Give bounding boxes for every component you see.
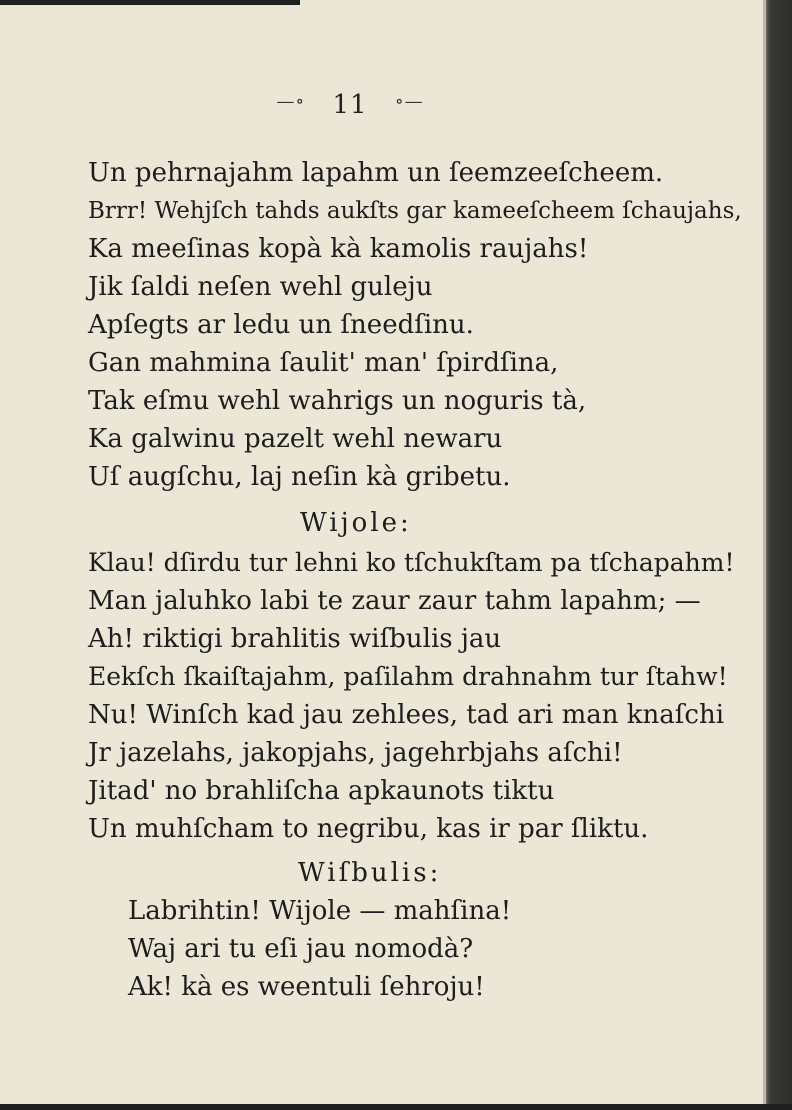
page-number-ornament-right: ∘— <box>394 91 424 112</box>
verse-line: Waj ari tu eſi jau nomodà? <box>128 934 474 964</box>
verse-line: Eekſch ſkaiſtajahm, paſilahm drahnahm tur ſtahw! <box>88 662 728 691</box>
verse-line: Tak eſmu wehl wahrigs un noguris tà, <box>88 386 587 416</box>
verse-line: Uſ augſchu, laj neſin kà gribetu. <box>88 462 511 492</box>
verse-line: Man jaluhko labi te zaur zaur tahm lapahm; — <box>88 586 701 616</box>
verse-line: Ak! kà es weentuli ſehroju! <box>128 972 485 1002</box>
verse-line: Un pehrnajahm lapahm un ſeemzeeſcheem. <box>88 158 664 188</box>
page-number-ornament-left: —∘ <box>276 91 306 112</box>
verse-line: Ah! riktigi brahlitis wiſbulis jau <box>88 624 502 654</box>
verse-line: Brrr! Wehjſch tahds aukſts gar kameeſcheem ſchaujahs, <box>88 198 742 224</box>
top-shadow-edge <box>0 0 300 5</box>
bottom-shadow-edge <box>0 1104 792 1110</box>
verse-line: Un muhſcham to negribu, kas ir par ſliktu. <box>88 814 649 844</box>
speaker-name: Wiſbulis: <box>298 858 442 888</box>
verse-line: Ka meeſinas kopà kà kamolis raujahs! <box>88 234 589 264</box>
speaker-name: Wijole: <box>300 508 412 538</box>
page-number-value: 11 <box>332 90 368 120</box>
book-spine-edge <box>766 0 792 1110</box>
verse-line: Gan mahmina ſaulit' man' ſpirdſina, <box>88 348 559 378</box>
verse-line: Nu! Winſch kad jau zehlees, tad ari man knaſchi <box>88 700 725 730</box>
verse-line: Apſegts ar ledu un ſneedſinu. <box>88 310 474 340</box>
verse-line: Ka galwinu pazelt wehl newaru <box>88 424 503 454</box>
verse-line: Jr jazelahs, jakopjahs, jagehrbjahs aſchi! <box>88 738 623 768</box>
verse-line: Jik ſaldi neſen wehl guleju <box>88 272 433 302</box>
page-number <box>0 90 700 120</box>
verse-line: Labrihtin! Wijole — mahſina! <box>128 896 512 926</box>
verse-line: Klau! dſirdu tur lehni ko tſchukſtam pa tſchapahm! <box>88 548 735 577</box>
verse-line: Jitad' no brahliſcha apkaunots tiktu <box>88 776 555 806</box>
